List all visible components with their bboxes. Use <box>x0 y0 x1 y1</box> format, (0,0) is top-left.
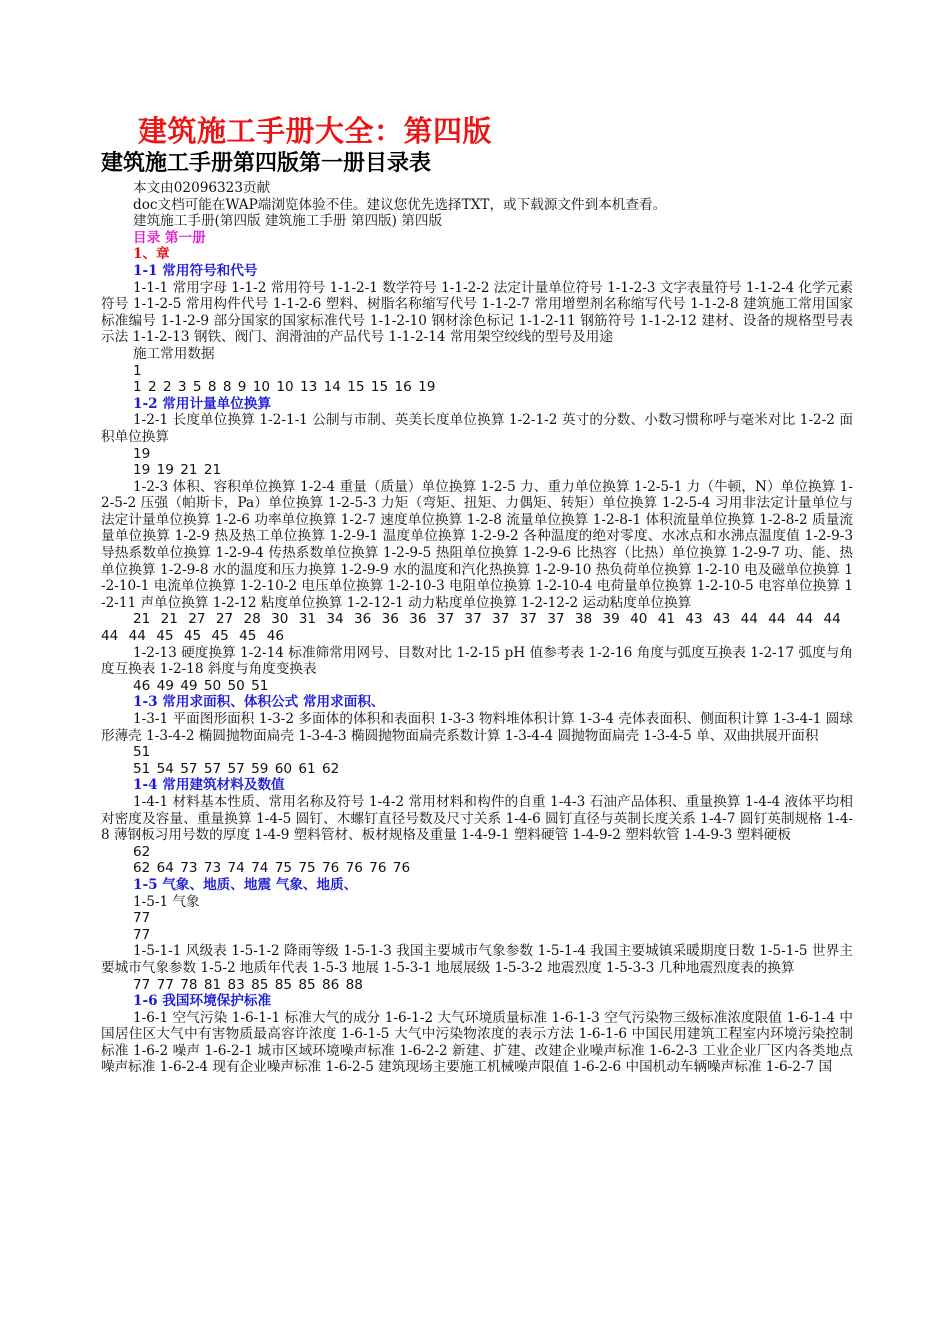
section-text-1-4: 1-4-1 材料基本性质、常用名称及符号 1-4-2 常用材料和构件的自重 1-4-3 石油产品体积、重量换算 1-4-4 液体平均相对密度及容量、重量换算 1-4-5 圆钉、木螺钉直径号数及尺寸关系 1-4-6 圆钉直径与英制长度关系 1-4-7 圆钉英制规格 1-4-8 薄钢板习用号数的厚度 1-4-9 塑料管材、板材规格及重量 1-4-9-1 塑料硬管 1-4-9-2 塑料软管 1-4-9-3 塑料硬板 <box>101 793 853 844</box>
page-numbers: 77 <box>133 926 151 943</box>
section-text-1-3: 1-3-1 平面图形面积 1-3-2 多面体的体积和表面积 1-3-3 物料堆体积计算 1-3-4 壳体表面积、侧面积计算 1-3-4-1 圆球形薄壳 1-3-4-2 椭圆抛物面扁壳 1-3-4-3 椭圆抛物面扁壳系数计算 1-3-4-4 圆抛物面扁壳 1-3-4-5 单、双曲拱展开面积 <box>101 711 853 744</box>
section-text-1-5-b: 1-5-1-1 风级表 1-5-1-2 降雨等级 1-5-1-3 我国主要城市气象参数 1-5-1-4 我国主要城镇采暖期度日数 1-5-1-5 世界主要城市气象参数 1-5-2 地质年代表 1-5-3 地展 1-5-3-1 地展展级 1-5-3-2 地震烈度 1-5-3-3 几种地震烈度表的换算 <box>101 943 853 976</box>
page-numbers: 62 <box>133 843 151 860</box>
toc-label: 目录 第一册 <box>133 229 206 246</box>
section-text-1-1: 1-1-1 常用字母 1-1-2 常用符号 1-1-2-1 数学符号 1-1-2-2 法定计量单位符号 1-1-2-3 文字表量符号 1-1-2-4 化学元素符号 1-1-2-5 常用构件代号 1-1-2-6 塑料、树脂名称缩写代号 1-1-2-7 常用增塑剂名称缩写代号 1-1-2-8 建筑施工常用国家标准编号 1-1-2-9 部分国家的国家标准代号 1-1-2-10 钢材涂色标记 1-1-2-11 钢筋符号 1-1-2-12 建材、设备的规格型号表示法 1-1-2-13 钢铁、阀门、润滑油的产品代号 1-1-2-14 常用架空绞线的型号及用途 <box>101 279 853 346</box>
section-heading-1-6: 1-6 我国环境保护标准 <box>133 993 272 1010</box>
page-numbers: 1 2 2 3 5 8 8 9 10 10 13 14 15 15 16 19 <box>133 379 436 396</box>
section-text-1-2-c: 1-2-13 硬度换算 1-2-14 标准筛常用网号、目数对比 1-2-15 pH 值参考表 1-2-16 角度与弧度互换表 1-2-17 弧度与角度互换表 1-2-18 斜度与角度变换表 <box>101 644 853 678</box>
section-heading-1-3: 1-3 常用求面积、体积公式 常用求面积、 <box>133 694 385 711</box>
page-numbers: 62 64 73 73 74 74 75 75 76 76 76 76 <box>133 860 411 877</box>
page-numbers: 77 77 78 81 83 85 85 85 86 88 <box>133 976 363 993</box>
page-numbers: 21 21 27 27 28 30 31 34 36 36 36 37 37 37 37 37 38 39 40 41 43 43 44 44 44 44 44 44 45 45 45 45 46 <box>101 611 841 645</box>
page-numbers: 1 <box>133 362 142 379</box>
section-heading-1-4: 1-4 常用建筑材料及数值 <box>133 777 285 794</box>
page-numbers: 46 49 49 50 50 51 <box>133 677 269 694</box>
section-text-1-2-a: 1-2-1 长度单位换算 1-2-1-1 公制与市制、英美长度单位换算 1-2-1-2 英寸的分数、小数习惯称呼与毫米对比 1-2-2 面积单位换算 <box>101 412 853 445</box>
book-line: 建筑施工手册(第四版 建筑施工手册 第四版) 第四版 <box>133 213 443 230</box>
section-heading-1-5: 1-5 气象、地质、地震 气象、地质、 <box>133 876 358 893</box>
page-numbers: 19 19 21 21 <box>133 462 222 479</box>
section-text-1-6: 1-6-1 空气污染 1-6-1-1 标准大气的成分 1-6-1-2 大气环境质量标准 1-6-1-3 空气污染物三级标准浓度限值 1-6-1-4 中国居住区大气中有害物质最高容许浓度 1-6-1-5 大气中污染物浓度的表示方法 1-6-1-6 中国民用建筑工程室内环境污染控制标准 1-6-2 噪声 1-6-2-1 城市区域环境噪声标准 1-6-2-2 新建、扩建、改建企业噪声标准 1-6-2-3 工业企业厂区内各类地点噪声标准 1-6-2-4 现有企业噪声标准 1-6-2-5 建筑现场主要施工机械噪声限值 1-6-2-6 中国机动车辆噪声标准 1-6-2-7 国 <box>101 1009 853 1076</box>
page-numbers: 51 54 57 57 57 59 60 61 62 <box>133 760 340 777</box>
page-numbers: 19 <box>133 445 151 462</box>
section-heading-1-1: 1-1 常用符号和代号 <box>133 262 258 279</box>
page-numbers: 77 <box>133 910 151 927</box>
notice-line: doc文档可能在WAP端浏览体验不佳。建议您优先选择TXT，或下载源文件到本机查看。 <box>133 196 667 213</box>
main-title: 建筑施工手册大全：第四版 <box>138 114 493 148</box>
section-text-1-5-a: 1-5-1 气象 <box>133 893 200 910</box>
section-heading-1-2: 1-2 常用计量单位换算 <box>133 395 272 412</box>
section-extra-label-1-1: 施工常用数据 <box>133 345 215 362</box>
chapter-label: 1、章 <box>133 246 170 263</box>
contributor-line: 本文由02096323贡献 <box>133 180 271 196</box>
section-text-1-2-b: 1-2-3 体积、容积单位换算 1-2-4 重量（质量）单位换算 1-2-5 力、重力单位换算 1-2-5-1 力（牛顿，N）单位换算 1-2-5-2 压强（帕斯卡，Pa）单位换算 1-2-5-3 力矩（弯矩、扭矩、力偶矩、转矩）单位换算 1-2-5-4 习用非法定计量单位与法定计量单位换算 1-2-6 功率单位换算 1-2-7 速度单位换算 1-2-8 流量单位换算 1-2-8-1 体积流量单位换算 1-2-8-2 质量流量单位换算 1-2-9 热及热工单位换算 1-2-9-1 温度单位换算 1-2-9-2 各种温度的绝对零度、水冰点和水沸点温度值 1-2-9-3 导热系数单位换算 1-2-9-4 传热系数单位换算 1-2-9-5 热阻单位换算 1-2-9-6 比热容（比热）单位换算 1-2-9-7 功、能、热单位换算 1-2-9-8 水的温度和压力换算 1-2-9-9 水的温度和汽化热换算 1-2-9-10 热负荷单位换算 1-2-10 电及磁单位换算 1-2-10-1 电流单位换算 1-2-10-2 电压单位换算 1-2-10-3 电阻单位换算 1-2-10-4 电荷量单位换算 1-2-10-5 电容单位换算 1-2-11 声单位换算 1-2-12 粘度单位换算 1-2-12-1 动力粘度单位换算 1-2-12-2 运动粘度单位换算 <box>101 478 853 611</box>
sub-title: 建筑施工手册第四版第一册目录表 <box>101 150 432 176</box>
page-numbers: 51 <box>133 744 151 761</box>
